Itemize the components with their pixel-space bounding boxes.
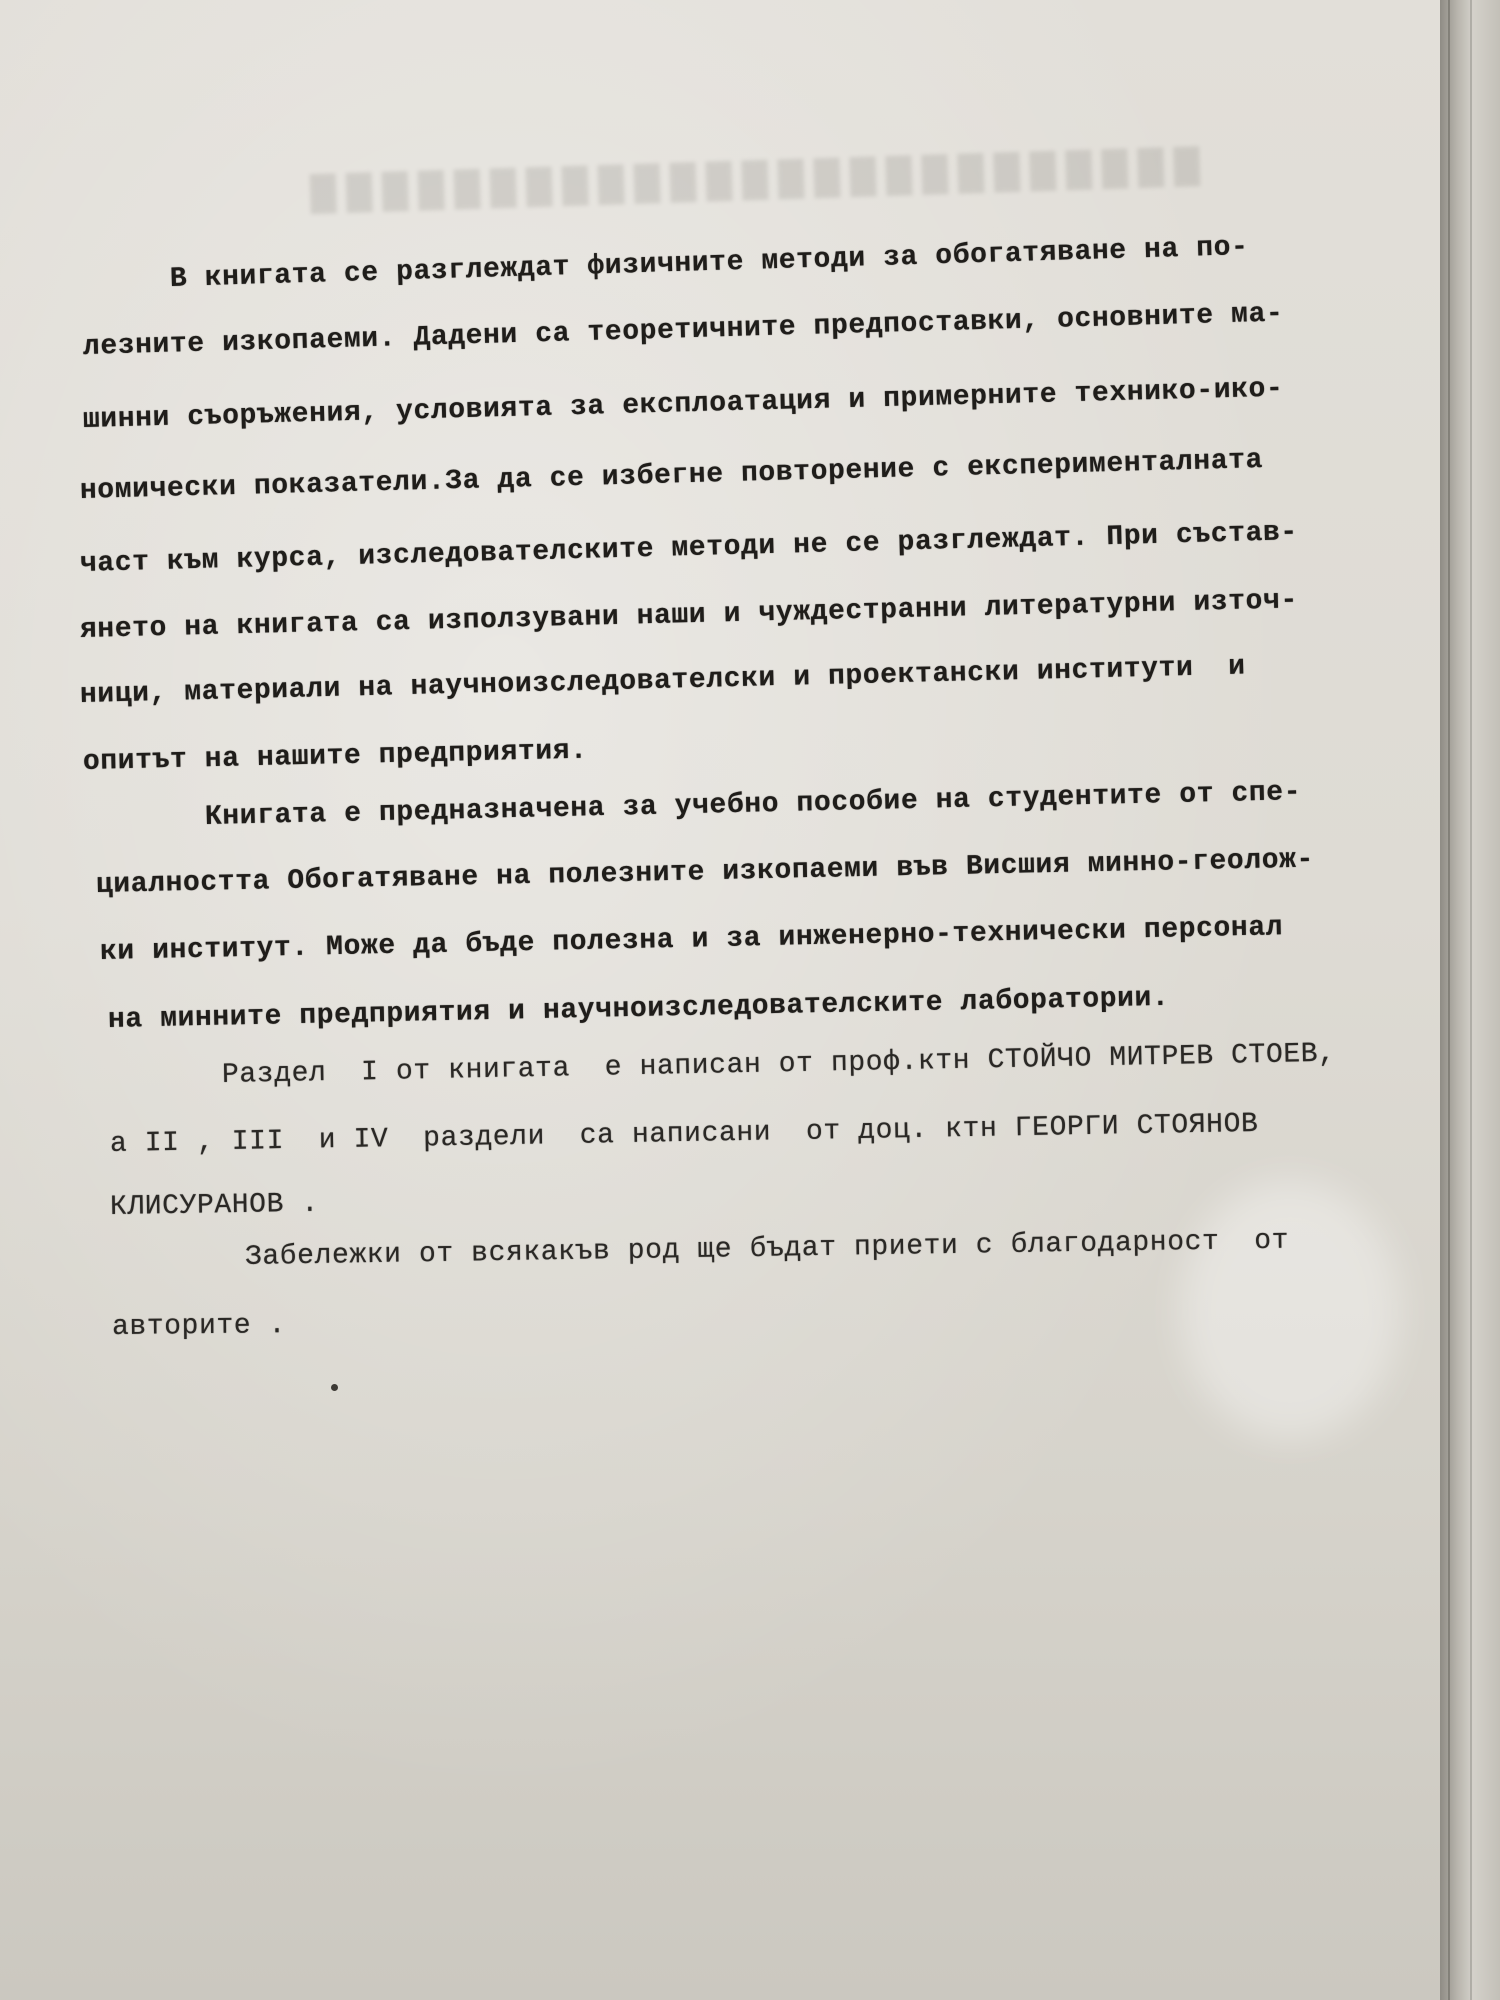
text-line-3: шинни съоръжения, условията за експлоатация и примерните технико-ико- — [82, 373, 1284, 436]
text-line-6: янето на книгата са използувани наши и чуждестранни литературни източ- — [79, 585, 1299, 646]
page-stack-edge — [1440, 0, 1500, 2000]
text-line-1: В книгата се разглеждат физичните методи за обогатяване на по- — [169, 231, 1249, 295]
text-line-2: лезните изкопаеми. Дадени са теоретичните предпоставки, основните ма- — [82, 298, 1284, 363]
text-line-13: Раздел I от книгата е написан от проф.ктн СТОЙЧО МИТРЕВ СТОЕВ, — [221, 1038, 1336, 1091]
text-line-16: Забележки от всякакъв род ще бъдат приети с благодарност от — [244, 1225, 1290, 1273]
text-line-11: ки институт. Може да бъде полезна и за инженерно-технически персонал — [99, 912, 1284, 968]
text-line-4: номически показатели.За да се избегне повторение с експерименталната — [79, 445, 1264, 507]
text-line-12: на минните предприятия и научноизследователските лаборатории. — [107, 982, 1170, 1036]
text-line-5: част към курса, изследователските методи не се разглеждат. При състав- — [79, 517, 1299, 580]
text-line-14: а II , III и IV раздели са написани от доц. ктн ГЕОРГИ СТОЯНОВ — [109, 1108, 1259, 1160]
edge-line — [1448, 0, 1450, 2000]
text-line-17: авторите . — [111, 1310, 287, 1343]
text-line-8: опитът на нашите предприятия. — [82, 735, 588, 778]
ink-speck — [331, 1384, 338, 1391]
text-line-9: Книгата е предназначена за учебно пособие на студентите от спе- — [204, 777, 1302, 833]
text-line-10: циалността Обогатяване на полезните изкопаеми във Висшия минно-геолож- — [95, 844, 1315, 901]
text-line-15: КЛИСУРАНОВ . — [109, 1188, 320, 1223]
text-line-7: ници, материали на научноизследователски и проектански институти и — [79, 651, 1247, 711]
edge-line — [1470, 0, 1472, 2000]
